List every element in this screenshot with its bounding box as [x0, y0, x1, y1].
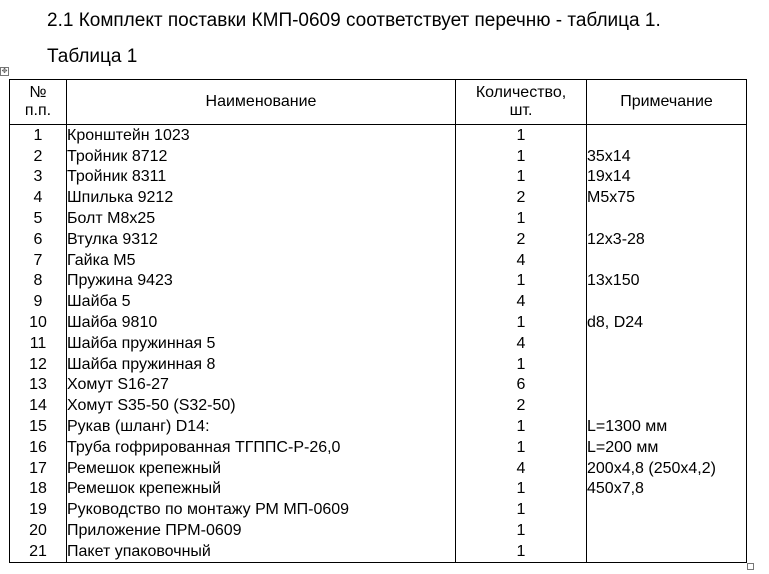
- row-note: [587, 541, 747, 562]
- row-quantity: 1: [456, 146, 587, 167]
- row-number: 7: [10, 250, 67, 271]
- row-note: [587, 499, 747, 520]
- row-name: Гайка М5: [67, 250, 456, 271]
- table-caption: Таблица 1: [47, 46, 138, 67]
- row-name: Пакет упаковочный: [67, 541, 456, 562]
- row-quantity: 1: [456, 437, 587, 458]
- row-note: 13х150: [587, 271, 747, 292]
- row-note: [587, 208, 747, 229]
- header-number: [10, 80, 67, 125]
- row-quantity: 4: [456, 333, 587, 354]
- table-resize-handle-icon[interactable]: [747, 563, 754, 570]
- row-quantity: 2: [456, 395, 587, 416]
- row-quantity: 1: [456, 354, 587, 375]
- delivery-set-table: [9, 79, 747, 563]
- table-row: [10, 416, 747, 437]
- header-quantity-line1: Количество,: [475, 84, 567, 101]
- row-note: [587, 395, 747, 416]
- row-note: 19х14: [587, 167, 747, 188]
- row-number: 18: [10, 479, 67, 500]
- row-quantity: 1: [456, 271, 587, 292]
- table-row: [10, 375, 747, 396]
- row-name: Шайба 5: [67, 291, 456, 312]
- table-body: [10, 125, 747, 563]
- row-note: L=1300 мм: [587, 416, 747, 437]
- row-number: 1: [10, 125, 67, 146]
- row-quantity: 1: [456, 499, 587, 520]
- table-row: [10, 395, 747, 416]
- table-row: [10, 187, 747, 208]
- table-row: [10, 458, 747, 479]
- table-row: [10, 208, 747, 229]
- table-row: [10, 271, 747, 292]
- row-number: 17: [10, 458, 67, 479]
- row-number: 6: [10, 229, 67, 250]
- row-number: 16: [10, 437, 67, 458]
- row-note: [587, 125, 747, 146]
- table-row: [10, 125, 747, 146]
- row-note: [587, 520, 747, 541]
- row-number: 15: [10, 416, 67, 437]
- table-row: [10, 291, 747, 312]
- row-name: Втулка 9312: [67, 229, 456, 250]
- row-name: Рукав (шланг) D14:: [67, 416, 456, 437]
- row-number: 2: [10, 146, 67, 167]
- row-number: 4: [10, 187, 67, 208]
- table-row: [10, 250, 747, 271]
- row-name: Хомут S35-50 (S32-50): [67, 395, 456, 416]
- table-row: [10, 312, 747, 333]
- table-row: [10, 520, 747, 541]
- row-note: d8, D24: [587, 312, 747, 333]
- row-quantity: 1: [456, 208, 587, 229]
- header-number-line1: №: [29, 84, 47, 101]
- header-note: Примечание: [587, 80, 747, 125]
- section-heading: 2.1 Комплект поставки КМП-0609 соответствует перечню - таблица 1.: [47, 10, 661, 31]
- row-name: Шпилька 9212: [67, 187, 456, 208]
- row-number: 10: [10, 312, 67, 333]
- header-number-line2: п.п.: [24, 102, 52, 119]
- row-note: 450х7,8: [587, 479, 747, 500]
- header-name: Наименование: [67, 80, 456, 125]
- row-quantity: 4: [456, 458, 587, 479]
- row-name: Тройник 8311: [67, 167, 456, 188]
- table-row: [10, 146, 747, 167]
- table-move-handle-icon[interactable]: ✥: [1, 68, 8, 75]
- row-number: 19: [10, 499, 67, 520]
- row-number: 3: [10, 167, 67, 188]
- table-row: [10, 437, 747, 458]
- row-note: 200х4,8 (250х4,2): [587, 458, 747, 479]
- row-note: [587, 333, 747, 354]
- table-row: [10, 354, 747, 375]
- header-quantity: [456, 80, 587, 125]
- table-row: [10, 541, 747, 562]
- row-note: 12х3-28: [587, 229, 747, 250]
- table-row: [10, 167, 747, 188]
- table-header-row: [10, 80, 747, 125]
- row-number: 21: [10, 541, 67, 562]
- row-quantity: 2: [456, 229, 587, 250]
- row-quantity: 4: [456, 250, 587, 271]
- row-quantity: 1: [456, 312, 587, 333]
- row-number: 5: [10, 208, 67, 229]
- row-note: [587, 375, 747, 396]
- row-name: Ремешок крепежный: [67, 479, 456, 500]
- row-name: Труба гофрированная ТГППС-Р-26,0: [67, 437, 456, 458]
- row-note: М5х75: [587, 187, 747, 208]
- row-number: 12: [10, 354, 67, 375]
- table-row: [10, 229, 747, 250]
- row-number: 20: [10, 520, 67, 541]
- row-note: [587, 354, 747, 375]
- row-note: [587, 250, 747, 271]
- row-quantity: 1: [456, 416, 587, 437]
- row-name: Тройник 8712: [67, 146, 456, 167]
- row-quantity: 1: [456, 541, 587, 562]
- row-name: Болт М8х25: [67, 208, 456, 229]
- row-number: 9: [10, 291, 67, 312]
- row-name: Пружина 9423: [67, 271, 456, 292]
- row-name: Приложение ПРМ-0609: [67, 520, 456, 541]
- row-name: Хомут S16-27: [67, 375, 456, 396]
- row-name: Шайба пружинная 8: [67, 354, 456, 375]
- row-quantity: 2: [456, 187, 587, 208]
- row-quantity: 1: [456, 125, 587, 146]
- row-name: Руководство по монтажу РМ МП-0609: [67, 499, 456, 520]
- table-row: [10, 499, 747, 520]
- row-quantity: 1: [456, 479, 587, 500]
- table-row: [10, 479, 747, 500]
- row-quantity: 1: [456, 167, 587, 188]
- row-note: 35х14: [587, 146, 747, 167]
- row-name: Ремешок крепежный: [67, 458, 456, 479]
- header-quantity-line2: шт.: [509, 102, 533, 119]
- row-quantity: 1: [456, 520, 587, 541]
- row-number: 14: [10, 395, 67, 416]
- table-row: [10, 333, 747, 354]
- row-name: Шайба 9810: [67, 312, 456, 333]
- row-number: 13: [10, 375, 67, 396]
- row-name: Шайба пружинная 5: [67, 333, 456, 354]
- row-name: Кронштейн 1023: [67, 125, 456, 146]
- row-quantity: 4: [456, 291, 587, 312]
- row-note: L=200 мм: [587, 437, 747, 458]
- row-number: 11: [10, 333, 67, 354]
- row-quantity: 6: [456, 375, 587, 396]
- row-number: 8: [10, 271, 67, 292]
- row-note: [587, 291, 747, 312]
